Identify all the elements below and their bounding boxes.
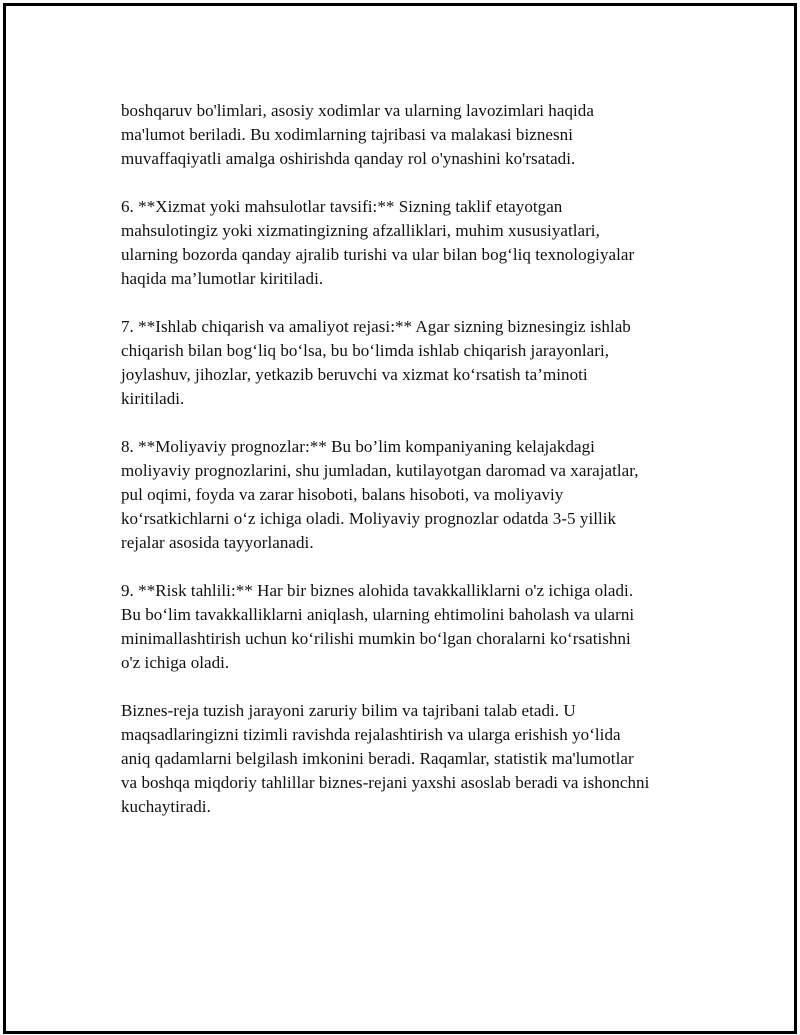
paragraph-section-8 (121, 435, 721, 555)
text-line: kiritiladi. (121, 389, 185, 408)
text-line: minimallashtirish uchun ko‘rilishi mumkin bo‘lgan choralarni ko‘rsatishni (121, 629, 631, 648)
text-line: moliyaviy prognozlarini, shu jumladan, kutilayotgan daromad va xarajatlar, (121, 461, 639, 480)
text-line: ularning bozorda qanday ajralib turishi va ular bilan bog‘liq texnologiyalar (121, 245, 635, 264)
paragraph-section-7 (121, 315, 721, 411)
text-line: 9. **Risk tahlili:** Har bir biznes alohida tavakkalliklarni o'z ichiga oladi. (121, 581, 634, 600)
paragraph-section-9 (121, 579, 721, 675)
text-line: Biznes-reja tuzish jarayoni zaruriy bilim va tajribani talab etadi. U (121, 701, 576, 720)
text-line: rejalar asosida tayyorlanadi. (121, 533, 314, 552)
text-line: mahsulotingiz yoki xizmatingizning afzalliklari, muhim xususiyatlari, (121, 221, 600, 240)
paragraph-intro-continuation (121, 99, 721, 171)
text-line: muvaffaqiyatli amalga oshirishda qanday rol o'ynashini ko'rsatadi. (121, 149, 576, 168)
text-line: 8. **Moliyaviy prognozlar:** Bu bo’lim kompaniyaning kelajakdagi (121, 437, 595, 456)
text-line: maqsadlaringizni tizimli ravishda rejalashtirish va ularga erishish yo‘lida (121, 725, 621, 744)
text-line: Bu bo‘lim tavakkalliklarni aniqlash, ularning ehtimolini baholash va ularni (121, 605, 635, 624)
text-line: kuchaytiradi. (121, 797, 211, 816)
text-line: haqida ma’lumotlar kiritiladi. (121, 269, 324, 288)
text-line: ko‘rsatkichlarni o‘z ichiga oladi. Moliyaviy prognozlar odatda 3-5 yillik (121, 509, 617, 528)
paragraph-section-6 (121, 195, 721, 291)
text-line: chiqarish bilan bog‘liq bo‘lsa, bu bo‘limda ishlab chiqarish jarayonlari, (121, 341, 610, 360)
document-body (121, 99, 721, 843)
text-line: ma'lumot beriladi. Bu xodimlarning tajribasi va malakasi biznesni (121, 125, 573, 144)
text-line: 6. **Xizmat yoki mahsulotlar tavsifi:** Sizning taklif etayotgan (121, 197, 563, 216)
text-line: pul oqimi, foyda va zarar hisoboti, balans hisoboti, va moliyaviy (121, 485, 564, 504)
paragraph-conclusion (121, 699, 721, 819)
text-line: o'z ichiga oladi. (121, 653, 230, 672)
text-line: va boshqa miqdoriy tahlillar biznes-rejani yaxshi asoslab beradi va ishonchni (121, 773, 650, 792)
text-line: aniq qadamlarni belgilash imkonini beradi. Raqamlar, statistik ma'lumotlar (121, 749, 634, 768)
text-line: boshqaruv bo'limlari, asosiy xodimlar va ularning lavozimlari haqida (121, 101, 594, 120)
text-line: 7. **Ishlab chiqarish va amaliyot rejasi:** Agar sizning biznesingiz ishlab (121, 317, 631, 336)
page-frame (3, 3, 797, 1034)
text-line: joylashuv, jihozlar, yetkazib beruvchi va xizmat ko‘rsatish ta’minoti (121, 365, 588, 384)
